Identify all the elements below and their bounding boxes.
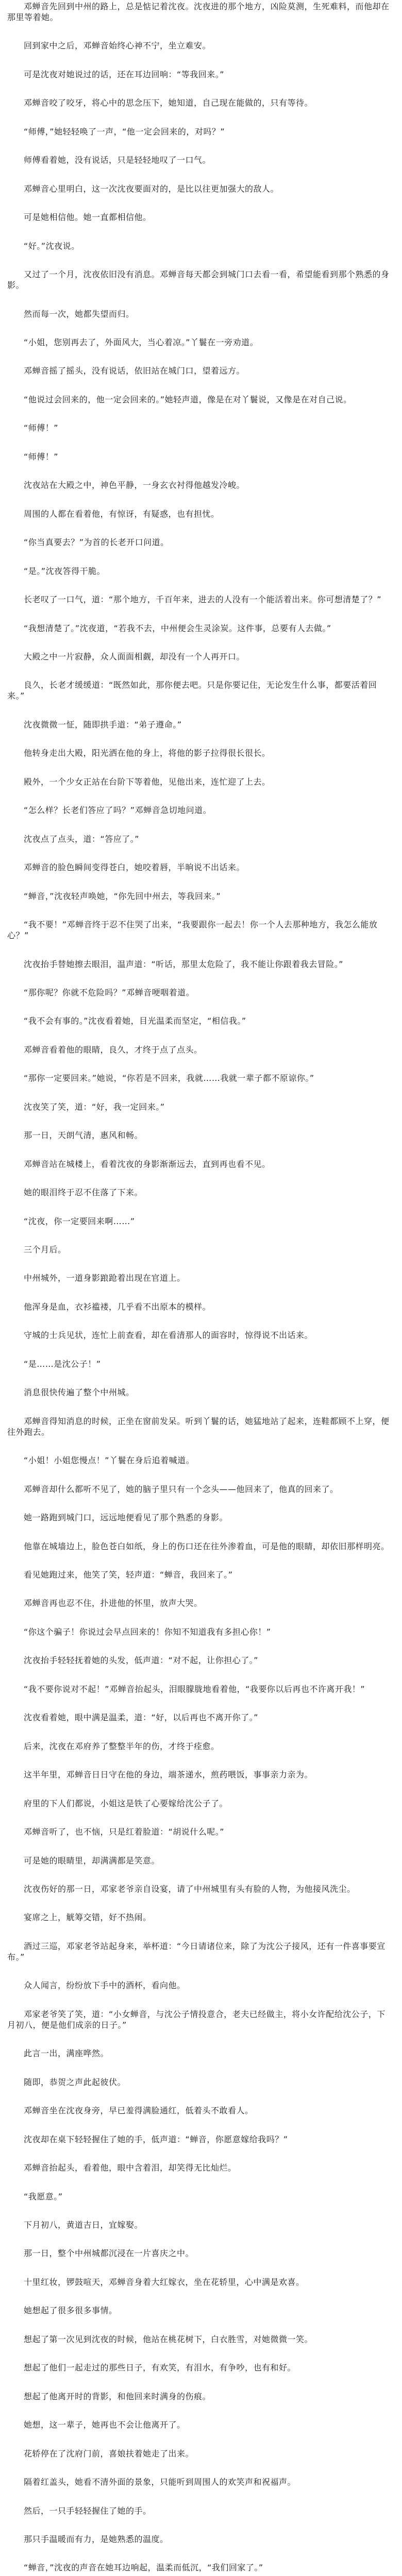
paragraph: 她想起了很多很多事情。 xyxy=(24,2306,118,2316)
paragraph: 她想，这一辈子，她再也不会让他离开了。 xyxy=(24,2420,186,2430)
paragraph: 沈夜站在大殿之中，神色平静，一身玄衣衬得他越发冷峻。 xyxy=(24,480,245,490)
paragraph: “小姐，您别再去了，外面风大，当心着凉。”丫鬟在一旁劝道。 xyxy=(24,337,259,347)
paragraph: 沈夜抬手轻轻抚着她的头发，低声道：“对不起，让你担心了。” xyxy=(24,1655,259,1666)
paragraph: 然后，一只手轻轻握住了她的手。 xyxy=(24,2505,152,2516)
paragraph: “你这个骗子！你说过会早点回来的！你知不知道我有多担心你！” xyxy=(24,1626,271,1637)
paragraph: 大殿之中一片寂静，众人面面相觑，却没有一个人再开口。 xyxy=(24,651,245,662)
article-body xyxy=(7,1,394,2576)
paragraph: 十里红妆，锣鼓喧天，邓蝉音身着大红嫁衣，坐在花轿里，心中满是欢喜。 xyxy=(24,2277,305,2287)
paragraph: “你当真要去？”为首的长老开口问道。 xyxy=(24,537,169,548)
paragraph: 他浑身是血，衣衫褴褛，几乎看不出原本的模样。 xyxy=(24,1301,211,1312)
paragraph: 回到家中之后，邓蝉音始终心神不宁，坐立难安。 xyxy=(24,41,211,51)
paragraph: 邓蝉音的脸色瞬间变得苍白，她咬着唇，半晌说不出话来。 xyxy=(24,862,245,873)
paragraph: 他靠在城墙边上，脸色苍白如纸，身上的伤口还在往外渗着血，可是他的眼睛，却依旧那样明亮。 xyxy=(24,1541,390,1551)
paragraph: 沈夜看着她，眼中满是温柔，道：“好，以后再也不离开你了。” xyxy=(24,1713,259,1723)
paragraph: 邓蝉音坐在沈夜身旁，早已羞得满脸通红，低着头不敢看人。 xyxy=(24,2106,254,2116)
paragraph: 邓蝉音再也忍不住，扑进他的怀里，放声大哭。 xyxy=(24,1598,203,1608)
paragraph: 中州城外，一道身影踉跄着出现在官道上。 xyxy=(24,1273,186,1283)
paragraph: “蝉音，”沈夜轻声唤她，“你先回中州去，等我回来。” xyxy=(24,891,221,901)
paragraph: 沈夜笑了笑，道：“好，我一定回来。” xyxy=(24,1101,165,1112)
paragraph: 隔着红盖头，她看不清外面的景象，只能听到周围人的欢笑声和祝福声。 xyxy=(24,2477,296,2487)
paragraph: 那一日，天朗气清，惠风和畅。 xyxy=(24,1130,143,1141)
paragraph: 然而每一次，她都失望而归。 xyxy=(24,309,135,319)
paragraph: “那你一定要回来。”她说，“你若是不回来，我就……我就一辈子都不原谅你。” xyxy=(24,1073,314,1083)
paragraph: 邓蝉音却什么都听不见了，她的脑子里只有一个念头——他回来了，他真的回来了。 xyxy=(24,1484,339,1494)
paragraph: “师傅，”她轻轻唤了一声，“他一定会回来的，对吗？” xyxy=(24,126,225,137)
paragraph: “师傅！” xyxy=(24,451,59,462)
paragraph: 这半年里，邓蝉音日日守在他的身边，端茶递水，煎药喂饭，事事亲力亲为。 xyxy=(24,1770,313,1780)
paragraph: 想起了他离开时的背影，和他回来时满身的伤痕。 xyxy=(24,2391,211,2401)
paragraph: “我不要！”邓蝉音终于忍不住哭了出来，“我要跟你一起去！你一个人去那种地方，我怎么能放心？” xyxy=(7,920,378,941)
paragraph: 邓蝉音站在城楼上，看着沈夜的身影渐渐远去，直到再也看不见。 xyxy=(24,1159,271,1169)
paragraph: 那一日，整个中州城都沉浸在一片喜庆之中。 xyxy=(24,2248,194,2259)
paragraph: 酒过三巡，邓家老爷站起身来，举杯道：“今日请诸位来，除了为沈公子接风，还有一件喜事要宣布。” xyxy=(7,1941,386,1962)
paragraph: 可是她的眼睛里，却满满都是笑意。 xyxy=(24,1855,160,1866)
paragraph: 沈夜微微一怔，随即拱手道：“弟子遵命。” xyxy=(24,719,182,730)
paragraph: 众人闻言，纷纷放下手中的酒杯，看向他。 xyxy=(24,1980,186,1991)
paragraph: 良久，长老才缓缓道：“既然如此，那你便去吧。只是你要记住，无论发生什么事，都要活着回来。” xyxy=(7,680,377,701)
paragraph: “我愿意。” xyxy=(24,2191,63,2201)
paragraph: 三个月后。 xyxy=(24,1245,66,1255)
paragraph: 消息很快传遍了整个中州城。 xyxy=(24,1387,135,1398)
paragraph: 邓蝉音心里明白，这一次沈夜要面对的，是比以往更加强大的敌人。 xyxy=(24,183,279,194)
paragraph: 沈夜却在桌下轻轻握住了她的手，低声道：“蝉音，你愿意嫁给我吗？” xyxy=(24,2134,288,2144)
paragraph: 师傅看着她，没有说话，只是轻轻地叹了一口气。 xyxy=(24,155,211,165)
paragraph: 邓蝉音看着他的眼睛，良久，才终于点了点头。 xyxy=(24,1044,203,1055)
paragraph: “他说过会回来的，他一定会回来的。”她轻声道，像是在对丫鬟说，又像是在对自己说。 xyxy=(24,394,352,404)
paragraph: “我不要你说对不起！”邓蝉音抬起头，泪眼朦胧地看着他，“我要你以后再也不许离开我！” xyxy=(24,1684,365,1694)
paragraph: 沈夜伤好的那一日，邓家老爷亲自设宴，请了中州城里有头有脸的人物，为他接风洗尘。 xyxy=(24,1884,356,1894)
paragraph: “是……是沈公子！” xyxy=(24,1359,101,1369)
paragraph: 长老叹了一口气，道：“那个地方，千百年来，进去的人没有一个能活着出来。你可想清楚了？” xyxy=(24,595,382,605)
paragraph: 看见她跑过来，他笑了笑，轻声道：“蝉音，我回来了。” xyxy=(24,1570,233,1580)
paragraph: 可是她相信他。她一直都相信他。 xyxy=(24,212,152,223)
paragraph: 宴席之上，觥筹交错，好不热闹。 xyxy=(24,1912,152,1923)
paragraph: 邓蝉音摇了摇头，没有说话，依旧站在城门口，望着远方。 xyxy=(24,366,245,376)
paragraph: “蝉音，”沈夜的声音在她耳边响起，温柔而低沉，“我们回家了。” xyxy=(24,2563,263,2573)
paragraph: 守城的士兵见状，连忙上前查看，却在看清那人的面容时，惊得说不出话来。 xyxy=(24,1330,313,1341)
paragraph: 沈夜抬手替她擦去眼泪，温声道：“听话，那里太危险了，我不能让你跟着我去冒险。” xyxy=(24,959,344,969)
paragraph: “沈夜，你一定要回来啊……” xyxy=(24,1216,135,1226)
paragraph: 府里的下人们都说，小姐这是铁了心要嫁给沈公子了。 xyxy=(24,1798,228,1808)
paragraph: “怎么样？长老们答应了吗？”邓蝉音急切地问道。 xyxy=(24,805,212,816)
paragraph: 下月初八，黄道吉日，宜嫁娶。 xyxy=(24,2219,143,2230)
paragraph: “那你呢？你就不危险吗？”邓蝉音哽咽着道。 xyxy=(24,987,195,997)
paragraph: 那只手温暖而有力，是她熟悉的温度。 xyxy=(24,2534,169,2544)
paragraph: 随即，恭贺之声此起彼伏。 xyxy=(24,2077,126,2087)
paragraph: 周围的人都在看着他，有惊讶，有疑惑，也有担忧。 xyxy=(24,509,220,519)
paragraph: 可是沈夜对她说过的话，还在耳边回响：“等我回来。” xyxy=(24,69,225,79)
paragraph: 他转身走出大殿，阳光洒在他的身上，将他的影子拉得很长很长。 xyxy=(24,748,271,758)
paragraph: 沈夜点了点头，道：“答应了。” xyxy=(24,834,140,844)
paragraph: “我不会有事的。”沈夜看着她，目光温柔而坚定，“相信我。” xyxy=(24,1016,246,1026)
paragraph: 想起了他们一起走过的那些日子，有欢笑，有泪水，有争吵，也有和好。 xyxy=(24,2363,296,2373)
paragraph: 邓蝉音抬起头，看着他，眼中含着泪，却笑得无比灿烂。 xyxy=(24,2163,237,2173)
paragraph: 后来，沈夜在邓府养了整整半年的伤，才终于痊愈。 xyxy=(24,1741,220,1751)
paragraph: 殿外，一个少女正站在台阶下等着他，见他出来，连忙迎了上去。 xyxy=(24,776,271,787)
paragraph: “是。”沈夜答得干脆。 xyxy=(24,566,106,576)
paragraph: 她一路跑到城门口，远远地便看见了那个熟悉的身影。 xyxy=(24,1513,228,1523)
paragraph: “师傅！” xyxy=(24,423,59,433)
paragraph: 邓蝉音得知消息的时候，正坐在窗前发呆。听到丫鬟的话，她猛地站了起来，连鞋都顾不上穿，便往外跑去。 xyxy=(7,1416,390,1437)
paragraph: “小姐！小姐您慢点！”丫鬟在身后追着喊道。 xyxy=(24,1455,195,1466)
paragraph: 又过了一个月，沈夜依旧没有消息。邓蝉音每天都会到城门口去看一看，希望能看到那个熟悉的身影。 xyxy=(7,269,390,291)
paragraph: 邓蝉音先回到中州的路上，总是惦记着沈夜。沈夜进的那个地方，凶险莫测，生死难料，而他却在那里等着她。 xyxy=(7,2,390,22)
paragraph: 邓家老爷笑了笑，道：“小女蝉音，与沈公子情投意合，老夫已经做主，将小女许配给沈公子，下月初八，便是他们成亲的日子。” xyxy=(7,2009,386,2030)
paragraph: 邓蝉音咬了咬牙，将心中的思念压下，她知道，自己现在能做的，只有等待。 xyxy=(24,98,313,108)
paragraph: 她的眼泪终于忍不住落了下来。 xyxy=(24,1188,143,1198)
paragraph: 想起了第一次见到沈夜的时候，他站在桃花树下，白衣胜雪，对她微微一笑。 xyxy=(24,2334,313,2344)
paragraph: 邓蝉音听了，也不恼，只是红着脸道：“胡说什么呢。” xyxy=(24,1827,225,1837)
paragraph: “我想清楚了。”沈夜道，“若我不去，中州便会生灵涂炭。这件事，总要有人去做。” xyxy=(24,623,331,633)
paragraph: 此言一出，满座哗然。 xyxy=(24,2048,109,2059)
paragraph: “好。”沈夜说。 xyxy=(24,241,80,251)
paragraph: 花轿停在了沈府门前，喜娘扶着她走了出来。 xyxy=(24,2448,194,2459)
